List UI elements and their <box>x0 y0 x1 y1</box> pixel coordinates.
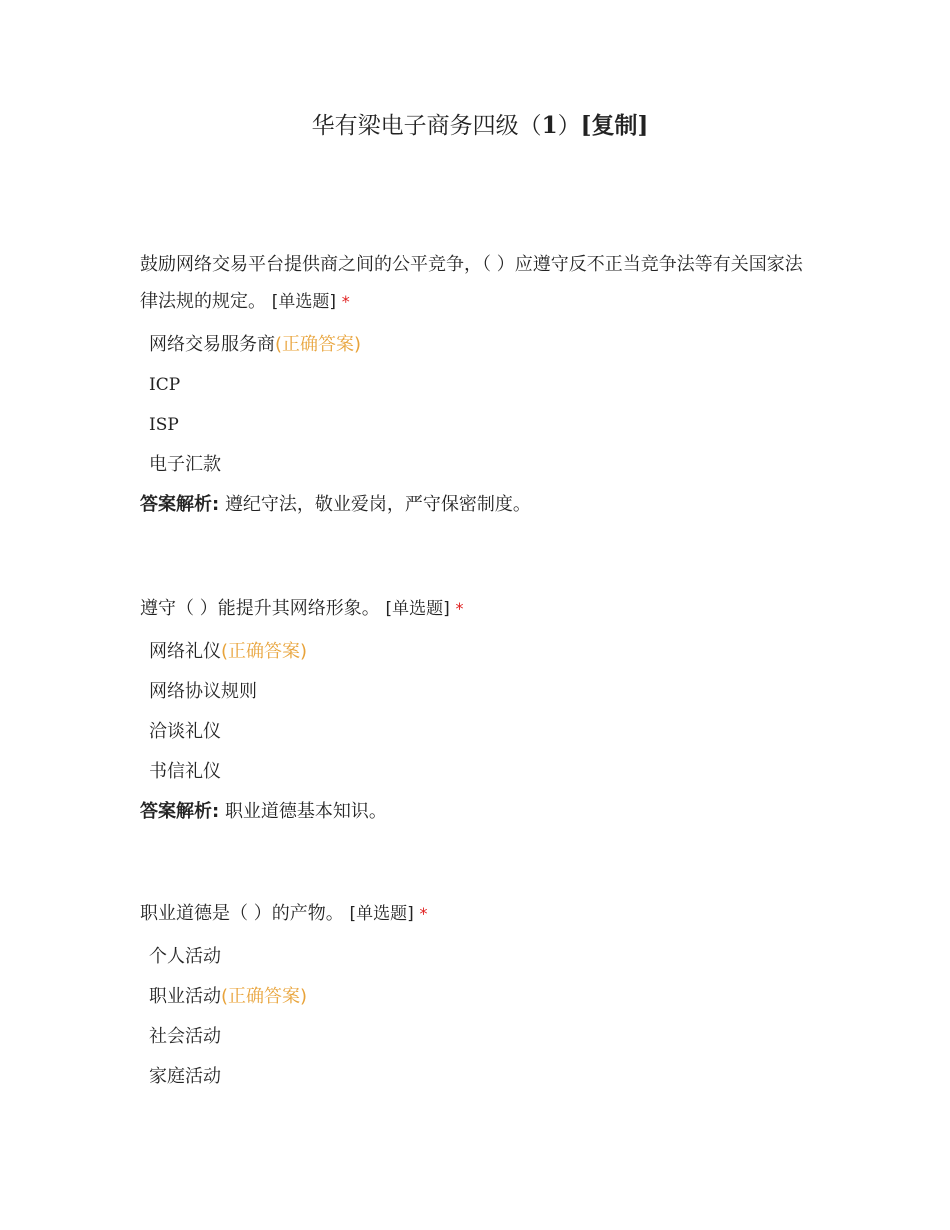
answer-analysis <box>140 485 820 525</box>
option-text: 家庭活动 <box>149 1066 221 1087</box>
option-list <box>140 325 820 485</box>
required-mark: * <box>419 904 428 923</box>
option-item[interactable] <box>140 365 820 405</box>
correct-answer-tag: (正确答案) <box>221 641 308 662</box>
answer-analysis <box>140 792 820 832</box>
title-paren-close: ） <box>557 113 581 139</box>
option-text: 职业活动 <box>149 986 221 1007</box>
question-type-label: [单选题] <box>385 599 450 619</box>
option-text: 洽谈礼仪 <box>149 721 221 742</box>
option-list <box>140 632 820 792</box>
title-main: 华有梁电子商务四级（ <box>311 113 542 139</box>
question-type-label: [单选题] <box>271 292 336 312</box>
option-item[interactable] <box>140 937 820 977</box>
correct-answer-tag: (正确答案) <box>221 986 308 1007</box>
option-text: ICP <box>149 375 181 395</box>
option-text: 社会活动 <box>149 1026 221 1047</box>
question-stem-text: 职业道德是（ ）的产物。 <box>140 903 344 924</box>
question-stem <box>140 246 820 321</box>
required-mark: * <box>455 599 464 618</box>
title-number: 1 <box>541 112 558 139</box>
question-stem-text: 遵守（ ）能提升其网络形象。 <box>140 598 380 619</box>
option-text: 网络协议规则 <box>149 681 257 702</box>
question-2 <box>140 590 820 832</box>
option-text: 网络交易服务商 <box>149 334 275 355</box>
option-text: ISP <box>149 415 179 435</box>
analysis-text: 遵纪守法，敬业爱岗，严守保密制度。 <box>224 494 531 515</box>
analysis-text: 职业道德基本知识。 <box>224 801 387 822</box>
question-3 <box>140 895 820 1097</box>
option-item[interactable] <box>140 1017 820 1057</box>
option-text: 书信礼仪 <box>149 761 221 782</box>
option-item[interactable] <box>140 445 820 485</box>
option-item[interactable] <box>140 752 820 792</box>
option-item[interactable] <box>140 1057 820 1097</box>
option-item[interactable] <box>140 325 820 365</box>
analysis-label: 答案解析: <box>140 801 220 822</box>
question-1 <box>140 246 820 525</box>
analysis-label: 答案解析: <box>140 494 220 515</box>
question-stem <box>140 895 820 933</box>
option-item[interactable] <box>140 405 820 445</box>
option-text: 电子汇款 <box>149 454 221 475</box>
option-text: 网络礼仪 <box>149 641 221 662</box>
option-text: 个人活动 <box>149 946 221 967</box>
option-item[interactable] <box>140 672 820 712</box>
question-stem <box>140 590 820 628</box>
option-list <box>140 937 820 1097</box>
question-stem-text: 鼓励网络交易平台提供商之间的公平竞争，（ ）应遵守反不正当竞争法等有关国家法律法规的规定。 <box>140 254 803 312</box>
option-item[interactable] <box>140 712 820 752</box>
option-item[interactable] <box>140 977 820 1017</box>
required-mark: * <box>341 292 350 311</box>
correct-answer-tag: (正确答案) <box>275 334 362 355</box>
page-title <box>0 109 950 143</box>
question-type-label: [单选题] <box>349 904 414 924</box>
title-copy-tag: [复制] <box>580 112 649 139</box>
option-item[interactable] <box>140 632 820 672</box>
